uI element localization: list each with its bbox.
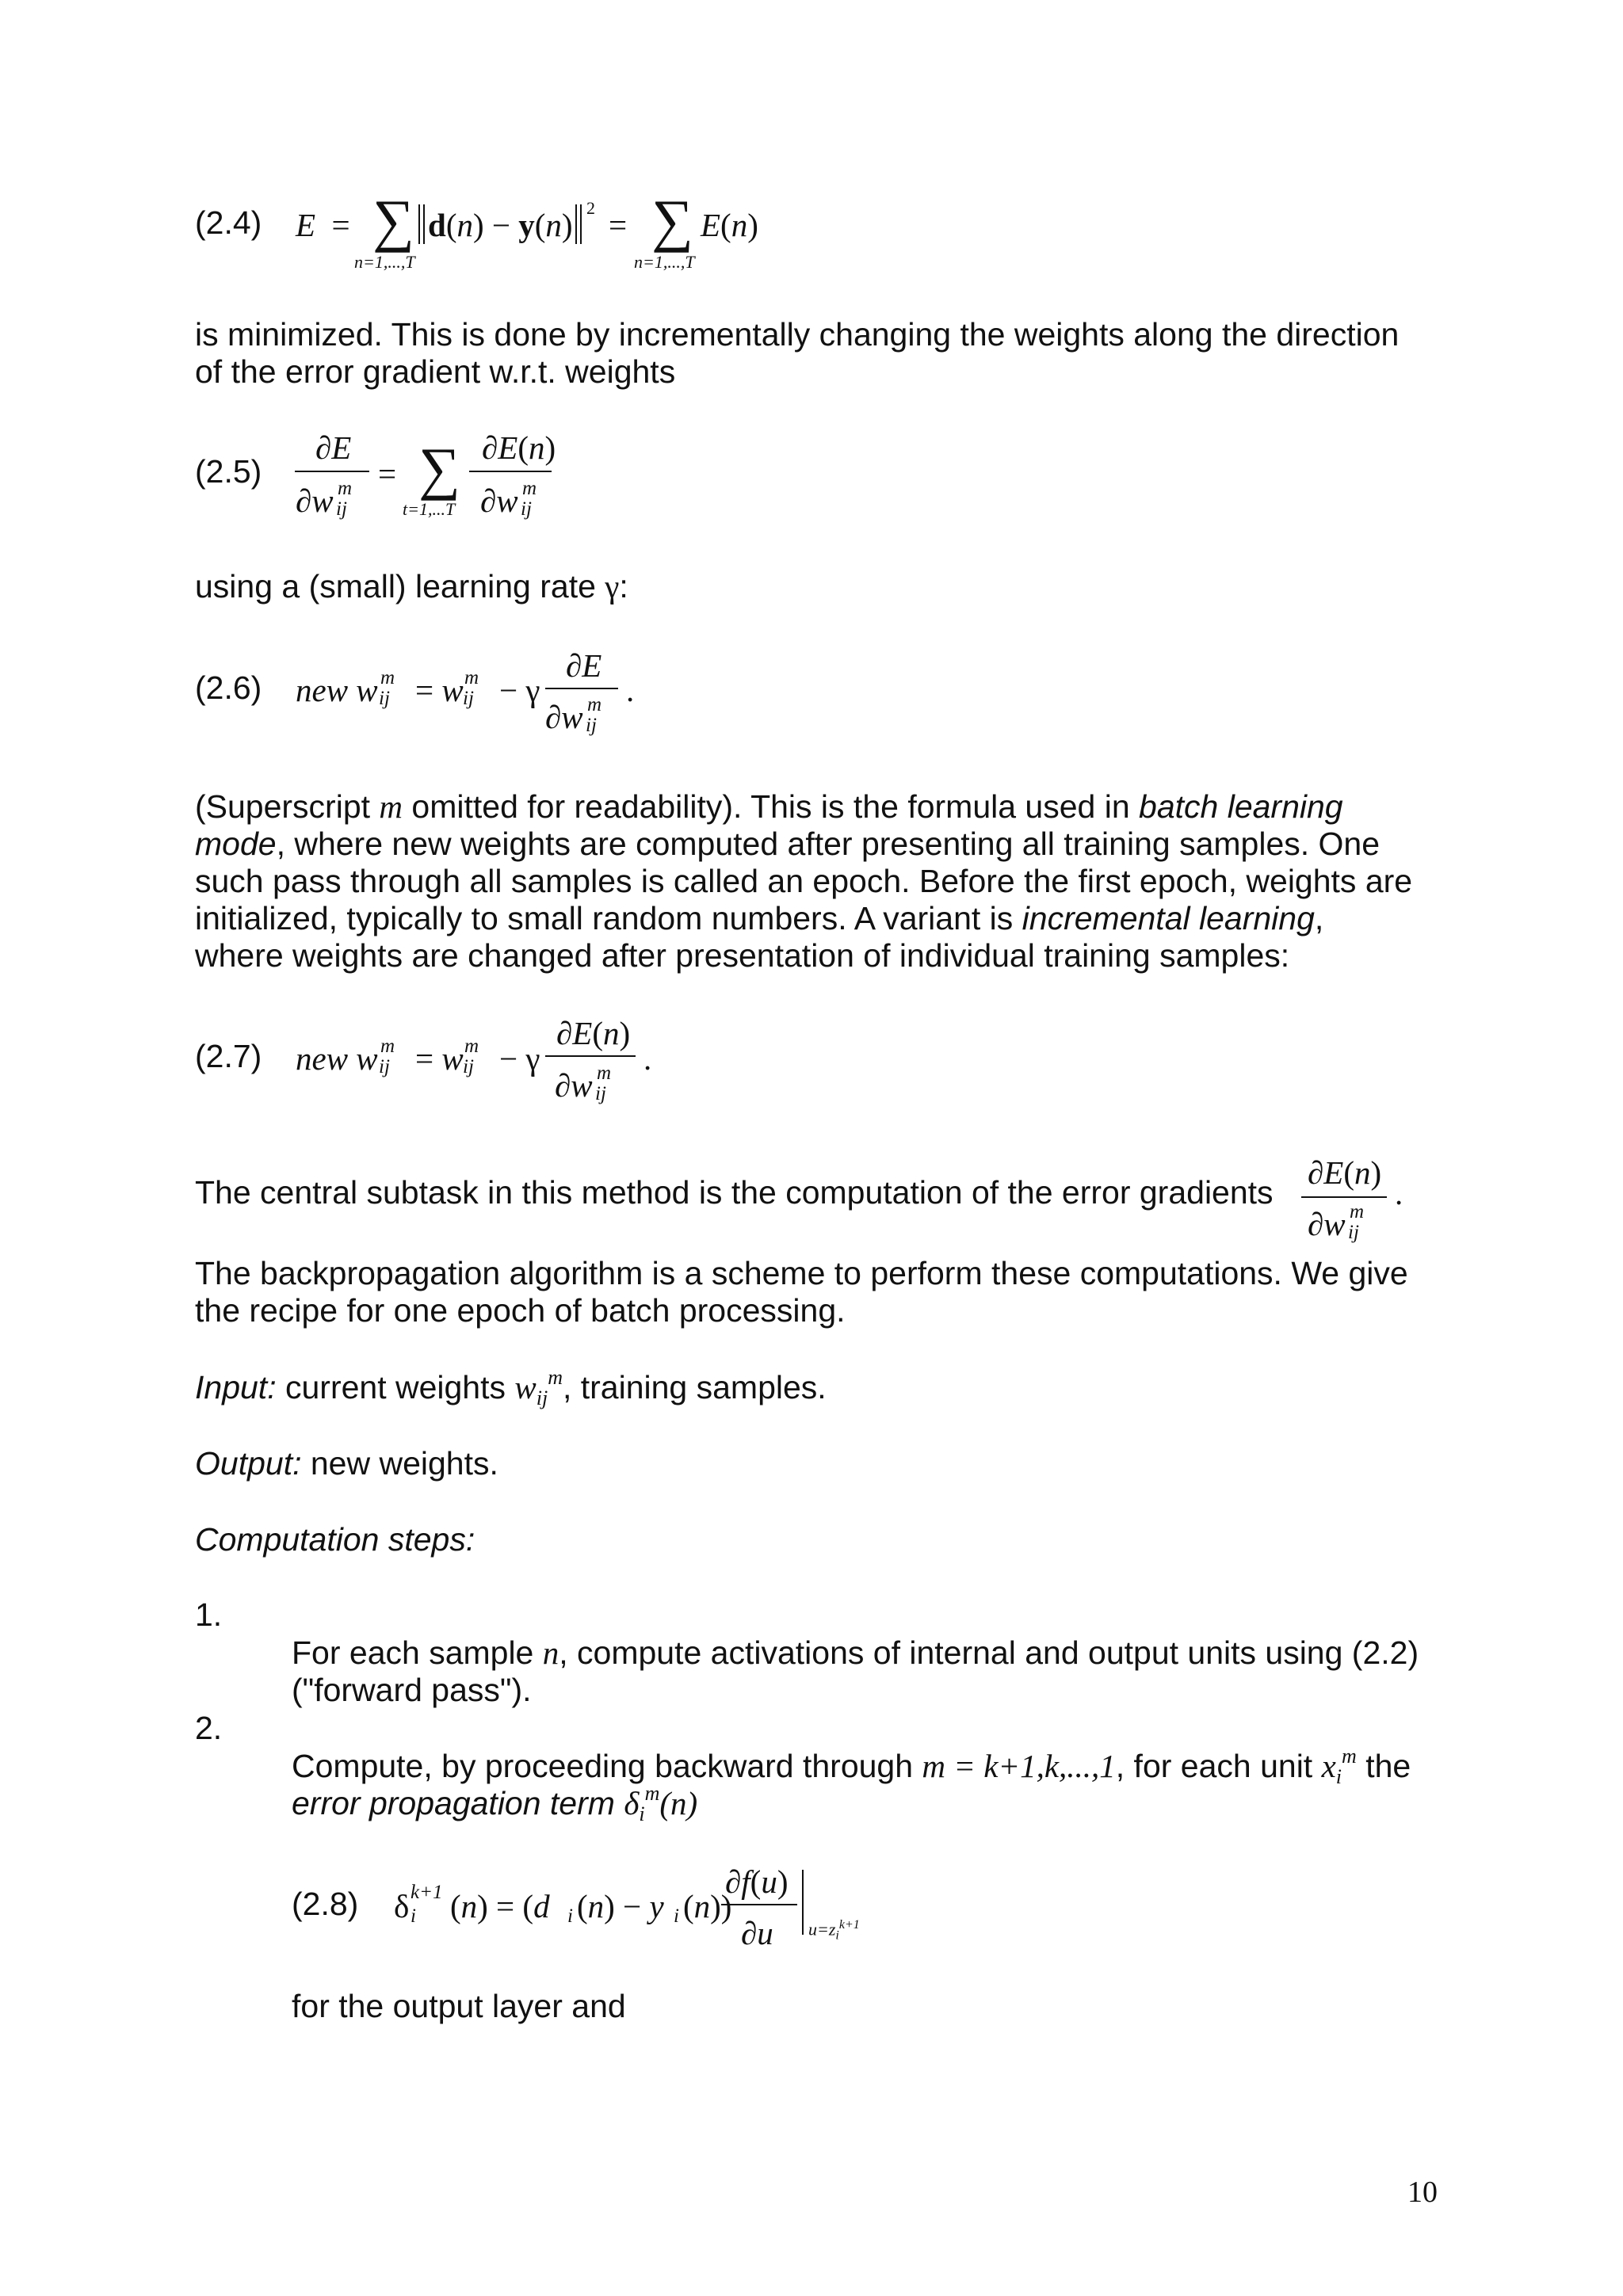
equation-label-2-4: (2.4) [195,204,262,241]
computation-steps-heading: Computation steps: [195,1521,475,1558]
paragraph-line: such pass through all samples is called an epoch. Before the first epoch, weights are [195,863,1413,899]
paragraph-line: (Superscript m omitted for readability). This is the formula used in batch learning [195,788,1343,825]
step-number: 1. [195,1596,223,1633]
page-number: 10 [1407,2176,1438,2209]
input-line: Input: current weights $w_{ij}^m$, training samples. [195,1366,827,1409]
step-text: error propagation term $\delta_i^m(n)$ [292,1782,698,1825]
equation-label-2-8: (2.8) [292,1886,359,1922]
output-line: Output: new weights. [195,1445,498,1482]
paragraph-line: using a (small) learning rate γ: [195,568,628,605]
paragraph-line: is minimized. This is done by incrementally changing the weights along the direction [195,316,1400,353]
equation-label-2-7: (2.7) [195,1038,262,1074]
step-text: For each sample n, compute activations of internal and output units using (2.2) [292,1634,1419,1671]
paragraph-line: the recipe for one epoch of batch processing. [195,1292,846,1329]
paragraph-line: initialized, typically to small random numbers. A variant is incremental learning, [195,900,1324,936]
paragraph-line: where weights are changed after presentation of individual training samples: [195,937,1290,974]
paragraph-line: mode, where new weights are computed after presenting all training samples. One [195,826,1381,862]
paragraph-line: of the error gradient w.r.t. weights [195,353,676,390]
document-page: (2.4) E = ∑ n=1,...,T d(n) − y(n) 2 = ∑ n=1,...,T E(n) is minimized. This is done by incrementally changing the weights along the direction of the error gradient w.r.t. weights (2.5) ∂E ∂w m ij = ∑ t=1,...T ∂E(n) ∂w m ij using a (small) learning rate γ: (2.6) new w m ij = w m ij − γ ∂E ∂w m ij . (Superscript m omitted for readability). This is the formula used in batch learning mode, where new weights are computed after presenting all training samples. One such pass through all samples is called an epoch. Before the first epoch, weights are initialized, typically to small random numbers. A variant is incremental learning, where weights are changed after presentation of individual training samples: (2.7) new w m ij = w m ij − γ ∂E(n) ∂w m ij . The central subtask in this method is the computation of the error gradients ∂E(n) ∂w m ij . The backpropagation algorithm is a scheme to perform these computations. We give the recipe for one epoch of batch processing. Input: current weights $w_{ij}^m$, training samples. Output: new weights. Computation steps: 1. For each sample n, compute activations of internal and output units using (2.2) ("forward pass"). 2. Compute, by proceeding backward through m = k+1,k,...,1, for each unit $x_i^m$ the error propagation term $\delta_i^m(n)$ (2.8) δ k+1 i (n) = (d i (n) − y i (n)) ∂f(u) ∂u $u=z_i^{k+1}$ for the output layer and 10 [0,0,1623,2296]
paragraph-line: The backpropagation algorithm is a scheme to perform these computations. We give [195,1255,1408,1291]
equation-label-2-6: (2.6) [195,669,262,706]
paragraph-line: The central subtask in this method is the computation of the error gradients [195,1174,1274,1211]
step-text: ("forward pass"). [292,1672,532,1708]
equation-label-2-5: (2.5) [195,453,262,490]
step-number: 2. [195,1710,223,1746]
step-text: Compute, by proceeding backward through m = k+1,k,...,1, for each unit $x_i^m$ the [292,1745,1411,1788]
paragraph-line: for the output layer and [292,1988,626,2024]
